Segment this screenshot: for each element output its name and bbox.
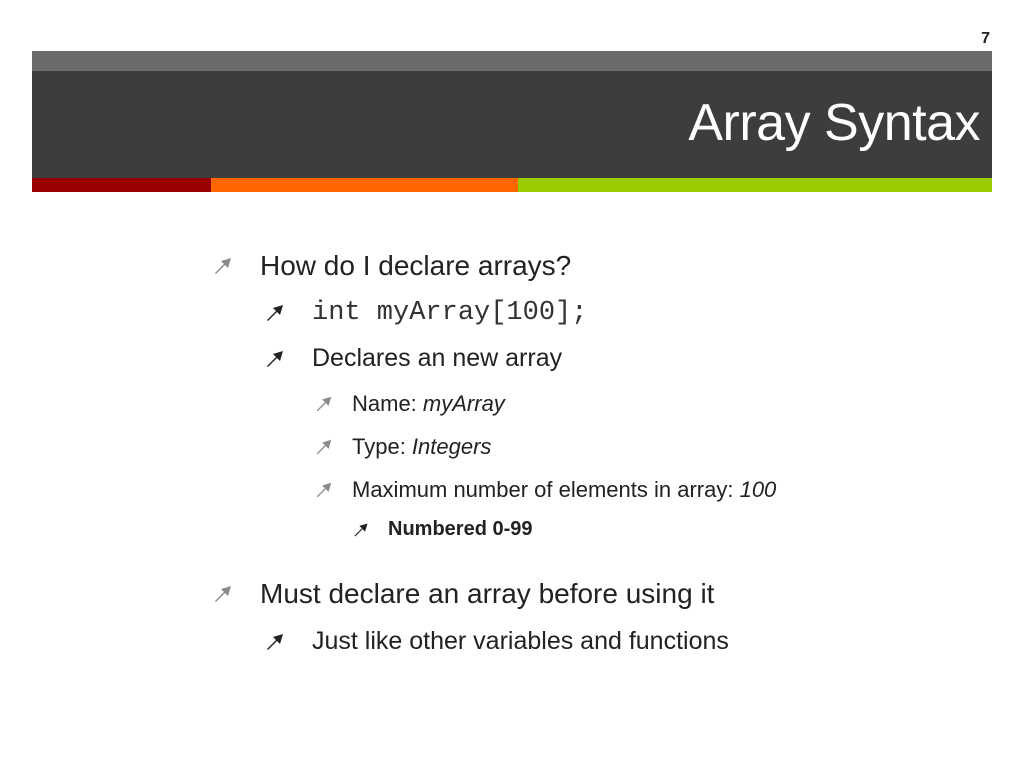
bullet-value: 100 (739, 477, 777, 502)
bullet-label: Name: (352, 391, 423, 416)
arrow-up-right-icon (264, 631, 286, 653)
bullet-numbered (352, 518, 533, 541)
bullet-max-elements (314, 477, 776, 503)
bullet-declare-arrays (212, 250, 571, 282)
bullet-like-other-variables (264, 627, 729, 656)
bullet-text: Must declare an array before using it (260, 578, 715, 609)
arrow-up-right-icon (352, 521, 370, 539)
bullet-code-example (264, 298, 587, 328)
bullet-text: Just like other variables and functions (312, 627, 729, 655)
bullet-must-declare (212, 578, 714, 610)
bullet-name (314, 391, 505, 417)
arrow-up-right-icon (314, 480, 334, 500)
arrow-up-right-icon (264, 348, 286, 370)
arrow-up-right-icon (212, 255, 234, 277)
bullet-label: Maximum number of elements in array: (352, 477, 740, 502)
bullet-declares-new-array (264, 344, 562, 373)
bullet-value: Integers (411, 434, 492, 459)
bullet-value: myArray (422, 391, 505, 416)
arrow-up-right-icon (264, 302, 286, 324)
arrow-up-right-icon (212, 583, 234, 605)
bullet-text: Declares an new array (312, 344, 563, 372)
code-text: int myArray[100]; (312, 298, 588, 328)
bullet-label: Type: (352, 434, 412, 459)
bullet-text: Numbered 0-99 (388, 518, 533, 540)
slide-title: Array Syntax (688, 94, 980, 152)
arrow-up-right-icon (314, 437, 334, 457)
page-number: 7 (981, 30, 990, 47)
arrow-up-right-icon (314, 394, 334, 414)
bullet-type (314, 434, 491, 460)
bullet-text: How do I declare arrays? (260, 250, 572, 281)
